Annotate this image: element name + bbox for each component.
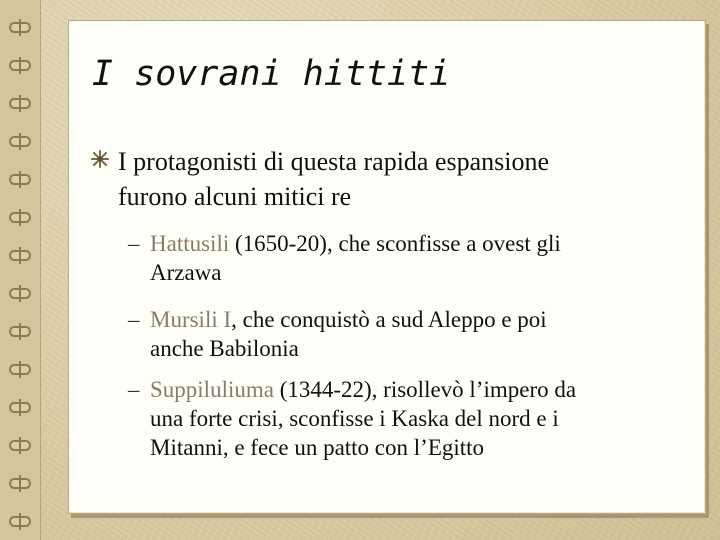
sub-item-suppiluliuma: [128, 375, 688, 462]
dash-marker: –: [128, 231, 140, 256]
main-bullet-line-1: I protagonisti di questa rapida espansione: [118, 147, 550, 176]
sub-item-hattusili: [128, 229, 688, 287]
king-name: Suppiluliuma: [150, 377, 274, 402]
sub-item-mursili: [128, 305, 688, 363]
king-name: Mursili I: [150, 307, 232, 332]
ornament-icon: [9, 136, 31, 147]
ornament-icon: [9, 288, 31, 299]
main-bullet-line-2: furono alcuni mitici re: [118, 182, 352, 211]
sub-item-continuation: una forte crisi, sconfisse i Kaska del nord e i: [150, 406, 559, 431]
ornament-icon: [9, 22, 31, 33]
ornament-icon: [9, 326, 31, 337]
sub-item-continuation: Arzawa: [150, 260, 222, 285]
ornament-icon: [9, 174, 31, 185]
starburst-bullet-icon: [91, 150, 109, 168]
dash-marker: –: [128, 307, 140, 332]
sub-item-text: (1344-22), risollevò l’impero da: [273, 377, 577, 402]
slide-title: I sovrani hittiti: [92, 54, 451, 94]
ornament-icon: [9, 516, 31, 527]
sub-item-continuation: Mitanni, e fece un patto con l’Egitto: [150, 435, 485, 460]
ornament-icon: [9, 60, 31, 71]
dash-marker: –: [128, 377, 140, 402]
sub-item-continuation: anche Babilonia: [150, 336, 299, 361]
sub-item-text: (1650-20), che sconfisse a ovest gli: [229, 231, 561, 256]
ornament-icon: [9, 440, 31, 451]
ornament-icon: [9, 402, 31, 413]
decorative-side-strip: [0, 0, 41, 540]
king-name: Hattusili: [150, 231, 230, 256]
main-bullet-text: [118, 144, 678, 214]
sub-item-text: , che conquistò a sud Aleppo e poi: [231, 307, 547, 332]
ornament-icon: [9, 364, 31, 375]
ornament-icon: [9, 478, 31, 489]
ornament-icon: [9, 98, 31, 109]
ornament-icon: [9, 250, 31, 261]
ornament-icon: [9, 212, 31, 223]
